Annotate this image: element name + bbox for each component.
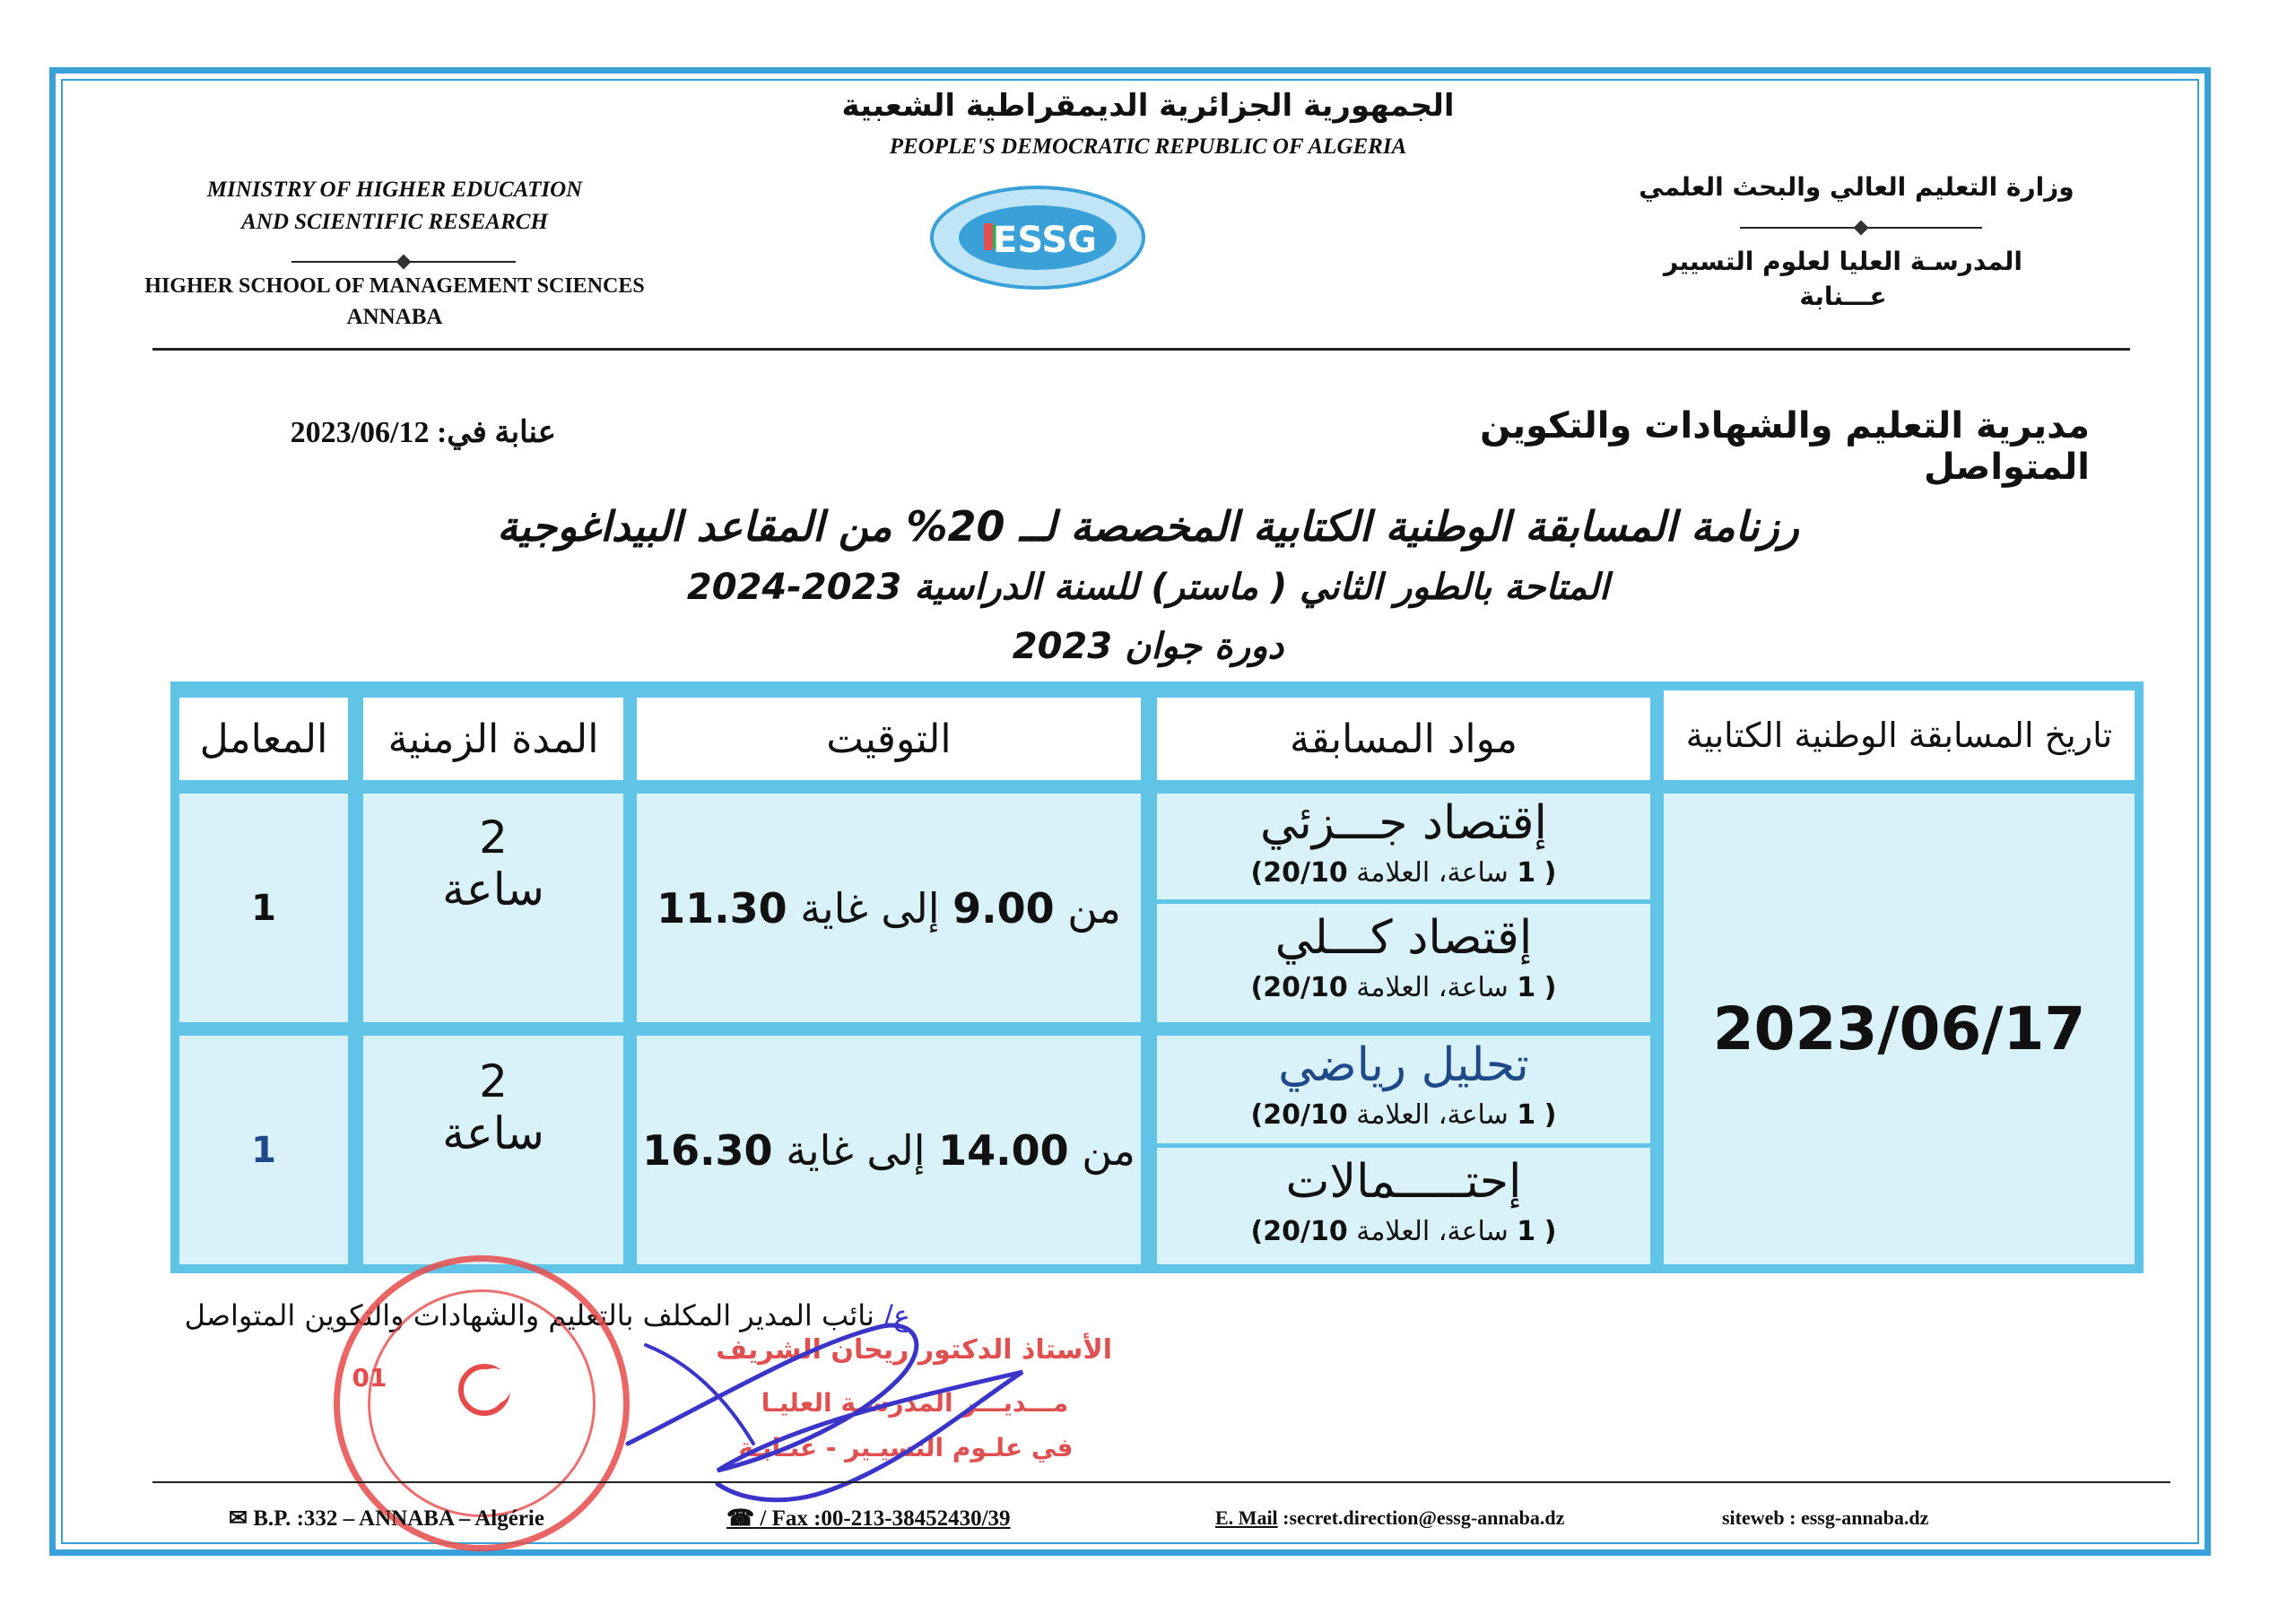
essg-logo [928,184,1148,291]
row2-coef: 1 [251,1129,276,1171]
title-line-2: المتاحة بالطور الثاني ( ماستر) للسنة الدراسية 2023-2024 [686,567,1610,608]
schedule-table [170,681,2144,1273]
row1-coef: 1 [251,887,276,929]
republic-ar: الجمهورية الجزائرية الديمقراطية الشعبية [841,88,1455,124]
signature-title-1: مـــديـــر المدرسـة العليـا [761,1388,1069,1418]
stamp-crescent-icon [448,1354,520,1426]
row1-time: من 9.00 إلى غاية 11.30 [657,883,1121,933]
exam-date-cell [1664,794,2135,1264]
header-exam-date: تاريخ المسابقة الوطنية الكتابية [1664,690,2135,780]
row2-duration-unit: ساعة [442,1107,544,1159]
stamp-number: 01 [352,1363,387,1393]
title-line-1: رزنامة المسابقة الوطنية الكتابية المخصصة لــ 20% من المقاعد البيداغوجية [497,502,1799,551]
row2-duration-num: 2 [479,1055,508,1107]
row1-coef-cell [179,794,348,1022]
subject-micro [1157,796,1650,889]
logo-text: ESSG [993,220,1097,261]
header-subjects: مواد المسابقة [1157,698,1650,780]
signature-role: ع/ نائب المدير المكلف بالتعليم والشهادات والتكوين المتواصل [184,1298,910,1332]
phone-icon: ☎ [726,1506,755,1531]
row2-time-cell [637,1036,1141,1264]
subject-macro-name: إقتصاد كـــلي [1274,911,1533,965]
directorate: مديرية التعليم والشهادات والتكوين المتواصل [1480,405,2090,488]
subject-micro-note: ( 1 ساعة، العلامة 20/10) [1250,857,1557,889]
row1-duration-unit: ساعة [442,864,544,916]
footer-rule [152,1481,2170,1483]
city-en: ANNABA [346,305,443,329]
header-rule [152,348,2130,351]
date-line: عنابة في: 2023/06/12 [290,416,556,449]
row1-time-cell [637,794,1141,1022]
subject-probability-note: ( 1 ساعة، العلامة 20/10) [1250,1216,1557,1247]
subject-analysis [1157,1038,1650,1131]
subject-macro [1157,911,1650,1003]
city-ar: عـــنابة [1799,282,1887,311]
subject-micro-name: إقتصاد جـــزئي [1260,796,1547,850]
subject-analysis-name: تحليل رياضي [1278,1038,1529,1092]
title-line-3: دورة جوان 2023 [1012,626,1284,667]
subject-macro-note: ( 1 ساعة، العلامة 20/10) [1250,972,1557,1003]
subject-probability-name: إحتـــــمالات [1285,1155,1522,1209]
header-coef: المعامل [179,698,348,780]
header-time: التوقيت [637,698,1141,780]
ministry-ar: وزارة التعليم العالي والبحث العلمي [1639,172,2074,202]
row2-subject-divider [1157,1143,1650,1148]
ministry-en-1: MINISTRY OF HIGHER EDUCATION [206,178,583,202]
footer-phone: ☎ / Fax :00-213-38452430/39 [726,1506,1011,1531]
signature-title-2: في علـوم التسيـير - عنـابـة [738,1433,1074,1462]
exam-date: 2023/06/17 [1712,994,2086,1063]
ministry-en-2: AND SCIENTIFIC RESEARCH [241,210,548,234]
row2-coef-cell [179,1036,348,1264]
row1-subject-divider [1157,899,1650,904]
subject-probability [1157,1155,1650,1247]
republic-en: PEOPLE'S DEMOCRATIC REPUBLIC OF ALGERIA [889,135,1407,159]
row1-duration-num: 2 [479,812,508,864]
footer-email: E. Mail :secret.direction@essg-annaba.dz [1215,1506,1565,1529]
row1-duration-cell [363,794,623,1022]
school-ar: المدرسـة العليا لعلوم التسيير [1664,247,2022,276]
envelope-icon: ✉ [229,1506,248,1531]
footer-address: ✉ B.P. :332 – ANNABA – Algérie [229,1506,544,1531]
signature-name: الأستاذ الدكتور ريحان الشريف [716,1334,1112,1366]
school-en: HIGHER SCHOOL OF MANAGEMENT SCIENCES [144,274,645,298]
subject-analysis-note: ( 1 ساعة، العلامة 20/10) [1250,1099,1557,1131]
row2-time: من 14.00 إلى غاية 16.30 [642,1125,1135,1175]
row2-duration-cell [363,1036,623,1264]
footer-website: siteweb : essg-annaba.dz [1722,1506,1929,1529]
header-duration: المدة الزمنية [363,698,623,780]
